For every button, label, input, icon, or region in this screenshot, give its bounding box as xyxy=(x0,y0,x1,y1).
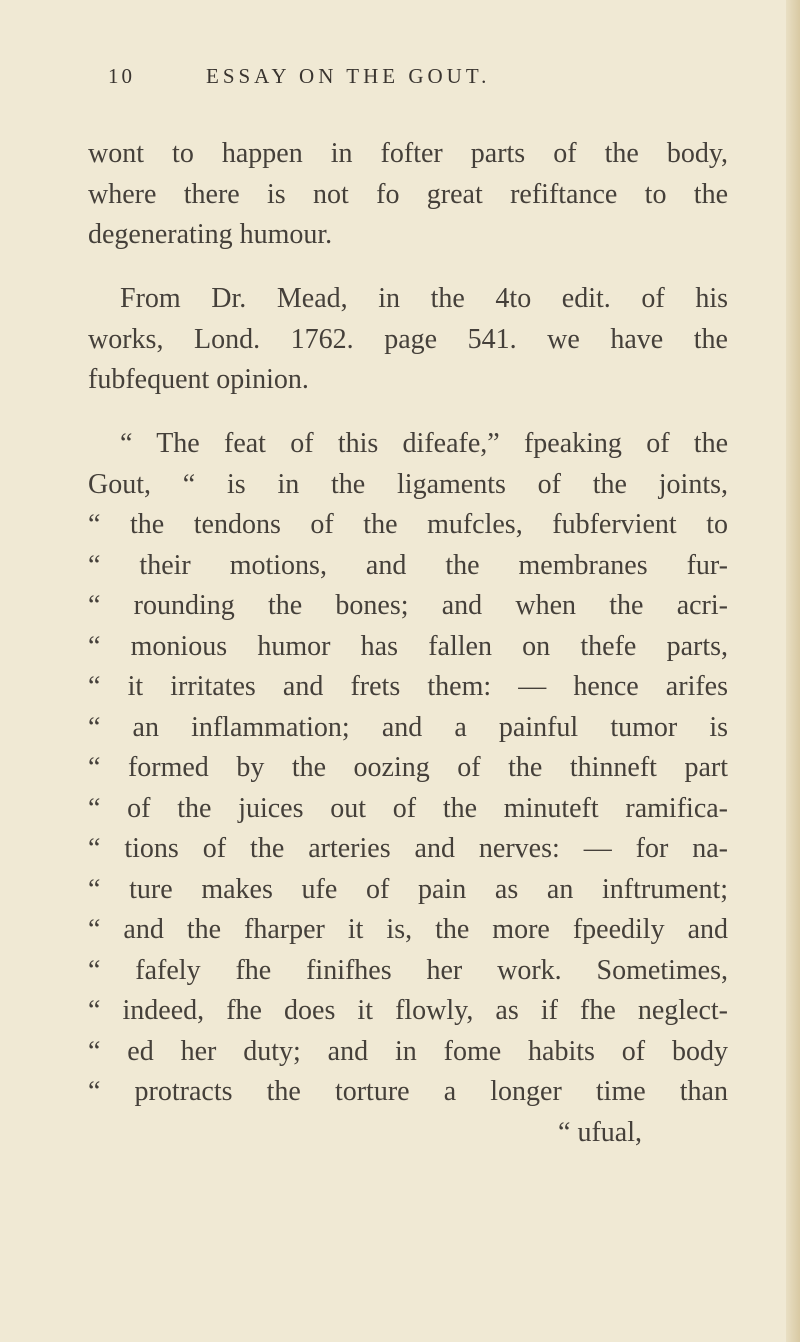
text-line: “ the tendons of the mufcles, fubfervient to xyxy=(88,509,728,540)
paragraph-1 xyxy=(88,134,728,256)
paragraph-2 xyxy=(88,279,728,401)
page-edge xyxy=(786,0,800,1342)
quotation-paragraph xyxy=(88,424,728,1153)
text-line: “ of the juices out of the minuteft ramifica- xyxy=(88,792,728,824)
text-line: where there is not fo great refiftance to the xyxy=(88,178,728,210)
text-line: “ fafely fhe finifhes her work. Sometimes, xyxy=(88,954,728,986)
text-line: “ indeed, fhe does it flowly, as if fhe neglect- xyxy=(88,995,728,1026)
text-line: “ it irritates and frets them: — hence arifes xyxy=(88,671,728,702)
text-line: “ The feat of this difeafe,” fpeaking of the xyxy=(120,428,728,459)
catchword: “ ufual, xyxy=(558,1116,642,1148)
text-line: “ formed by the oozing of the thinneft part xyxy=(88,752,728,783)
text-line: “ ture makes ufe of pain as an inftrument; xyxy=(88,873,728,905)
page-number: 10 xyxy=(108,64,135,88)
text-line: works, Lond. 1762. page 541. we have the xyxy=(88,323,728,355)
text-line: “ tions of the arteries and nerves: — for na- xyxy=(88,833,728,864)
text-line: “ monious humor has fallen on thefe parts, xyxy=(88,630,728,662)
text-line: “ their motions, and the membranes fur- xyxy=(88,549,728,581)
text-line: degenerating humour. xyxy=(88,219,333,250)
text-line: “ rounding the bones; and when the acri- xyxy=(88,590,728,621)
text-line: From Dr. Mead, in the 4to edit. of his xyxy=(120,283,728,314)
text-line: “ and the fharper it is, the more fpeedily and xyxy=(88,914,728,945)
text-line: wont to happen in fofter parts of the body, xyxy=(88,138,728,169)
text-line: fubfequent opinion. xyxy=(88,364,309,395)
text-line: “ protracts the torture a longer time than xyxy=(88,1076,728,1107)
text-line: “ an inflammation; and a painful tumor is xyxy=(88,711,728,743)
running-title: ESSAY ON THE GOUT. xyxy=(206,64,491,88)
text-line: Gout, “ is in the ligaments of the joints, xyxy=(88,468,728,500)
text-line: “ ed her duty; and in fome habits of body xyxy=(88,1035,728,1067)
